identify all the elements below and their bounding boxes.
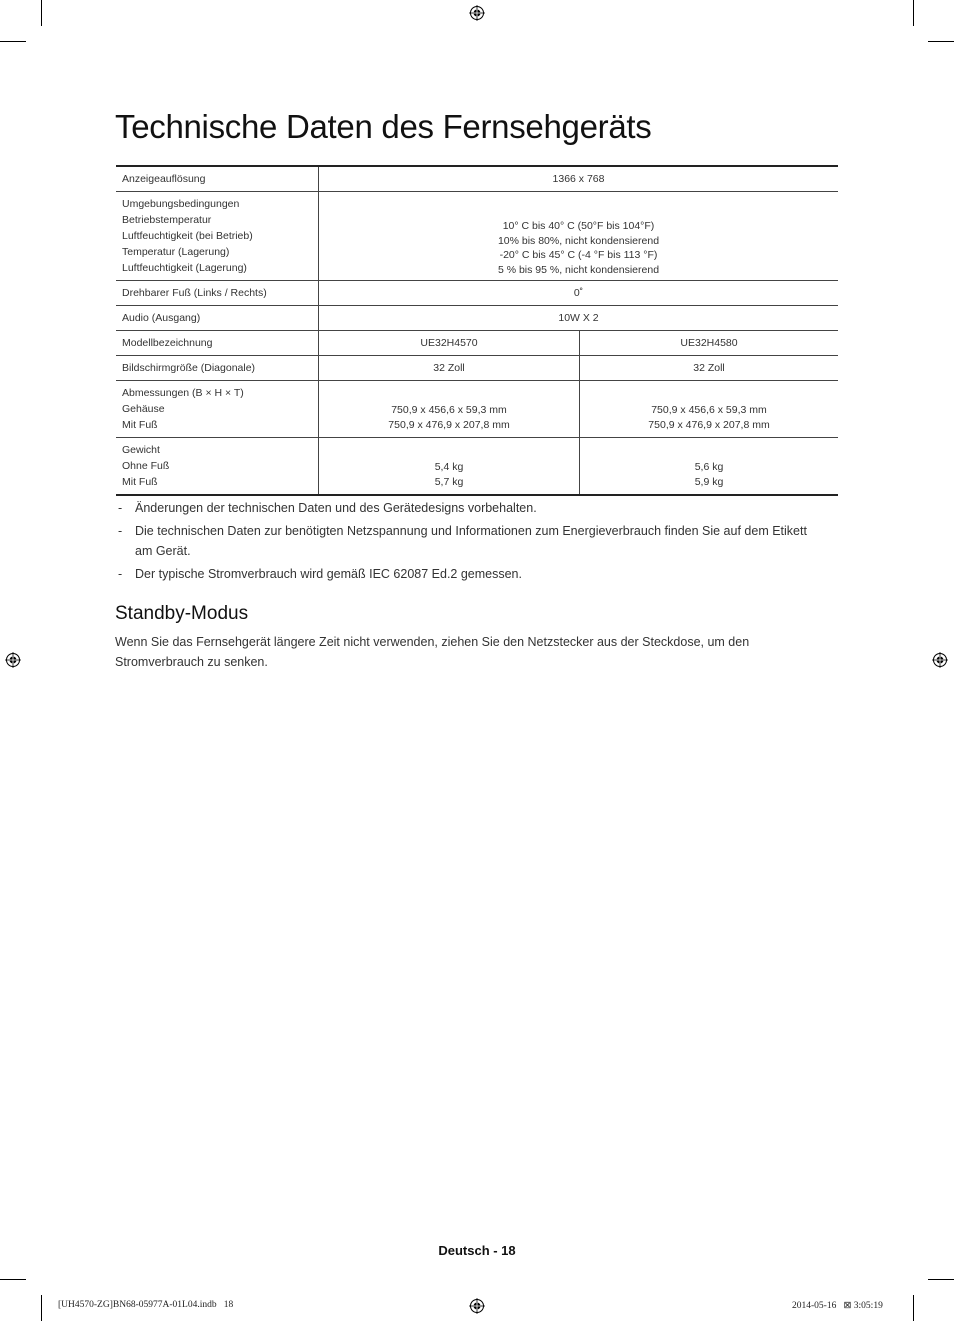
spec-table [116, 165, 838, 496]
page-number: Deutsch - 18 [438, 1243, 516, 1258]
note-text: Der typische Stromverbrauch wird gemäß IEC 62087 Ed.2 gemessen. [135, 567, 522, 581]
spec-label-line: Abmessungen (B × H × T) [122, 387, 244, 399]
bullet-dash: - [118, 524, 123, 538]
registration-mark-icon [469, 5, 485, 21]
spec-label: Bildschirmgröße (Diagonale) [116, 356, 319, 381]
table-row [116, 281, 838, 306]
list-item [116, 498, 816, 518]
spec-label: Audio (Ausgang) [116, 306, 319, 331]
crop-mark [41, 0, 42, 26]
spec-value [319, 192, 839, 281]
registration-mark-icon [5, 652, 21, 668]
registration-mark-icon [469, 1298, 485, 1314]
spec-value-line: 750,9 x 476,9 x 207,8 mm [648, 418, 770, 431]
spec-label-line: Gewicht [122, 444, 160, 456]
spec-value-line: 10% bis 80%, nicht kondensierend [497, 234, 660, 247]
registration-mark-icon [932, 652, 948, 668]
table-row [116, 192, 838, 281]
table-row [116, 306, 838, 331]
bullet-dash: - [118, 501, 123, 515]
notes-list [116, 498, 816, 587]
spec-value-line: 10° C bis 40° C (50°F bis 104°F) [502, 220, 655, 232]
spec-label [116, 192, 319, 281]
page-title: Technische Daten des Fernsehgeräts [115, 108, 652, 145]
table-row [116, 381, 838, 438]
spec-label-line: Umgebungsbedingungen [122, 198, 240, 210]
table-row [116, 356, 838, 381]
spec-value: 10W X 2 [319, 306, 839, 331]
spec-label-line: Temperatur (Lagerung) [122, 246, 230, 258]
crop-mark [928, 41, 954, 42]
spec-value-dimensions-a [319, 381, 580, 438]
spec-label-line: Luftfeuchtigkeit (Lagerung) [122, 262, 247, 274]
spec-label-line: Betriebstemperatur [122, 214, 212, 226]
spec-value-line: 5,7 kg [434, 475, 464, 488]
print-footer-timestamp: 2014-05-16 ⊠ 3:05:19 [792, 1301, 883, 1311]
spec-value-screen-a: 32 Zoll [319, 356, 580, 381]
standby-paragraph: Wenn Sie das Fernsehgerät längere Zeit nicht verwenden, ziehen Sie den Netzstecker aus der Steckdose, um den Stromverbrauch zu senken. [115, 635, 750, 669]
table-row [116, 166, 838, 192]
spec-value-model-a: UE32H4570 [319, 331, 580, 356]
spec-value-screen-b: 32 Zoll [580, 356, 839, 381]
spec-value-weight-a [319, 438, 580, 496]
crop-mark [913, 1295, 914, 1321]
list-item [116, 564, 816, 584]
crop-mark [913, 0, 914, 26]
spec-label-line: Ohne Fuß [122, 460, 170, 472]
spec-label-line: Luftfeuchtigkeit (bei Betrieb) [122, 230, 253, 242]
crop-mark [0, 1279, 26, 1280]
crop-mark [41, 1295, 42, 1321]
spec-label [116, 381, 319, 438]
spec-value-line: 5,6 kg [694, 461, 724, 473]
spec-value-line: 750,9 x 476,9 x 207,8 mm [388, 418, 510, 431]
spec-label [116, 438, 319, 496]
bullet-dash: - [118, 567, 123, 581]
crop-mark [928, 1279, 954, 1280]
spec-value-weight-b [580, 438, 839, 496]
standby-heading: Standby-Modus [115, 603, 249, 624]
table-row [116, 331, 838, 356]
spec-value-line: 5 % bis 95 %, nicht kondensierend [497, 263, 660, 276]
crop-mark [0, 41, 26, 42]
spec-value-line: 750,9 x 456,6 x 59,3 mm [651, 404, 767, 416]
spec-label-line: Mit Fuß [122, 419, 158, 431]
spec-value-dimensions-b [580, 381, 839, 438]
list-item [116, 521, 816, 561]
spec-value: 1366 x 768 [319, 166, 839, 192]
spec-label-line: Mit Fuß [122, 476, 158, 488]
spec-value-line: 750,9 x 456,6 x 59,3 mm [391, 404, 507, 416]
note-text: Änderungen der technischen Daten und des Gerätedesigns vorbehalten. [135, 501, 537, 515]
spec-label-line: Gehäuse [122, 403, 165, 415]
table-row [116, 438, 838, 496]
note-text: Die technischen Daten zur benötigten Netzspannung und Informationen zum Energieverbrauch finden Sie auf dem Etikett am Gerät. [135, 524, 807, 558]
spec-value: 0˚ [319, 281, 839, 306]
spec-value-line: 5,9 kg [694, 475, 724, 488]
spec-value-line: -20° C bis 45° C (-4 °F bis 113 °F) [499, 249, 658, 261]
spec-value-line: 5,4 kg [434, 461, 464, 473]
print-footer-file: [UH4570-ZG]BN68-05977A-01L04.indb 18 [58, 1300, 234, 1310]
spec-label: Anzeigeauflösung [116, 166, 319, 192]
spec-label: Modellbezeichnung [116, 331, 319, 356]
spec-value-model-b: UE32H4580 [580, 331, 839, 356]
spec-label: Drehbarer Fuß (Links / Rechts) [116, 281, 319, 306]
